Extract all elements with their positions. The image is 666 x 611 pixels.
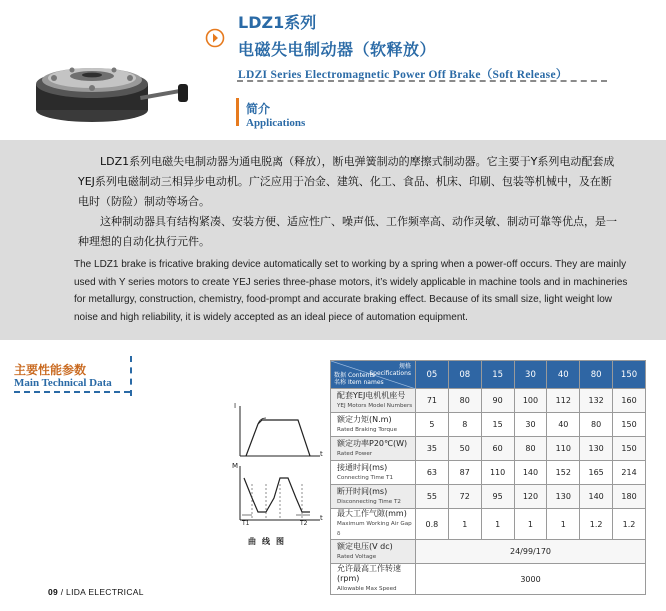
table-cell: 165 xyxy=(580,461,613,485)
table-cell: 60 xyxy=(481,437,514,461)
applications-heading-cn: 简介 xyxy=(246,102,271,116)
row-label xyxy=(331,564,416,595)
model-title: LDZ1系列 xyxy=(238,13,317,32)
row-label-en: Connecting Time T1 xyxy=(337,474,394,481)
arrow-circle-icon xyxy=(205,28,225,48)
table-cell: 55 xyxy=(416,485,449,509)
table-row xyxy=(331,540,646,564)
size-header-15: 15 xyxy=(481,361,514,389)
curve-label-m: M xyxy=(232,462,239,470)
chinese-title: 电磁失电制动器（软释放） xyxy=(238,40,437,59)
curve-label-T2: T2 xyxy=(300,520,308,527)
table-row xyxy=(331,485,646,509)
table-row xyxy=(331,413,646,437)
row-label xyxy=(331,509,416,540)
row-label-cn: 允许最高工作转速(rpm) xyxy=(337,564,401,583)
table-cell: 100 xyxy=(514,389,547,413)
table-cell: 1 xyxy=(547,509,580,540)
table-cell: 30 xyxy=(514,413,547,437)
table-cell: 90 xyxy=(481,389,514,413)
table-row xyxy=(331,437,646,461)
page-footer xyxy=(48,587,144,597)
corner-data-en: Contents xyxy=(347,372,375,379)
row-label-cn: 接通时间(ms) xyxy=(337,462,388,472)
table-cell: 110 xyxy=(481,461,514,485)
curve-caption: 曲线图 xyxy=(248,537,290,546)
table-cell: 15 xyxy=(481,413,514,437)
table-cell: 140 xyxy=(580,485,613,509)
row-label-en: Rated Voltage xyxy=(337,553,377,560)
table-cell: 72 xyxy=(448,485,481,509)
curve-label-t2: t xyxy=(320,514,323,522)
size-header-40: 40 xyxy=(547,361,580,389)
table-cell: 80 xyxy=(448,389,481,413)
tech-heading-vertical-divider xyxy=(130,356,132,396)
table-cell: 35 xyxy=(416,437,449,461)
table-cell: 214 xyxy=(613,461,646,485)
applications-accent-bar xyxy=(236,98,239,126)
curve-label-t1: t xyxy=(320,450,323,458)
table-cell: 80 xyxy=(514,437,547,461)
row-label-cn: 配套YEJ电机机座号 xyxy=(337,390,406,400)
row-label-en: Rated Braking Torque xyxy=(337,426,398,433)
row-label-en: Rated Power xyxy=(337,450,373,457)
page-number: 09 xyxy=(48,587,59,597)
table-cell: 180 xyxy=(613,485,646,509)
title-divider xyxy=(237,80,607,82)
corner-name-cn: 名称 xyxy=(334,379,347,386)
row-label-cn: 额定功率P20℃(W) xyxy=(337,438,408,448)
footer-brand: / LIDA ELECTRICAL xyxy=(58,587,144,597)
corner-spec-en: Specifications xyxy=(369,370,411,377)
row-label-en: Maximum Working Air Gap δ xyxy=(337,521,412,537)
table-cell: 63 xyxy=(416,461,449,485)
table-cell: 160 xyxy=(613,389,646,413)
intro-english-text: The LDZ1 brake is fricative braking device automatically set to working by a spring when a power-off occurs. They are mainly used with Y series motors to create YEJ series three-phase motors, it’s widely applicable in machine tools and in machineries for metallurgy, construction, chemistry, food-prompt and accurate braking effect. Because of its small size, light weight low noise and high reliability, it is widely accepted as an ideal piece of automation equipment. xyxy=(74,259,628,323)
row-label-cn: 断开时间(ms) xyxy=(337,486,388,496)
tech-heading-en: Main Technical Data xyxy=(14,377,112,389)
table-cell: 152 xyxy=(547,461,580,485)
table-cell: 132 xyxy=(580,389,613,413)
table-cell-span: 24/99/170 xyxy=(416,540,646,564)
row-label xyxy=(331,437,416,461)
table-cell: 95 xyxy=(481,485,514,509)
row-label-cn: 最大工作气隙(mm) xyxy=(337,509,407,518)
table-row xyxy=(331,509,646,540)
table-cell: 112 xyxy=(547,389,580,413)
applications-heading-en: Applications xyxy=(246,117,306,129)
table-cell-span: 3000 xyxy=(416,564,646,595)
table-cell: 8 xyxy=(448,413,481,437)
table-cell: 110 xyxy=(547,437,580,461)
row-label-en: Allowable Max Speed xyxy=(337,586,397,592)
table-cell: 40 xyxy=(547,413,580,437)
tech-heading-cn: 主要性能参数 xyxy=(14,363,87,377)
size-header-150: 150 xyxy=(613,361,646,389)
corner-name-en: Item names xyxy=(347,379,384,386)
table-cell: 1 xyxy=(481,509,514,540)
table-cell: 1 xyxy=(448,509,481,540)
table-cell: 0.8 xyxy=(416,509,449,540)
table-cell: 150 xyxy=(613,437,646,461)
curve-label-T1: T1 xyxy=(242,520,250,527)
table-cell: 80 xyxy=(580,413,613,437)
row-label xyxy=(331,485,416,509)
size-header-05: 05 xyxy=(416,361,449,389)
size-header-08: 08 xyxy=(448,361,481,389)
row-label-en: YEJ Motors Model Numbers xyxy=(337,402,413,409)
characteristic-curve xyxy=(222,388,328,558)
table-corner-cell xyxy=(331,361,416,389)
table-row xyxy=(331,461,646,485)
row-label-en: Disconnecting Time T2 xyxy=(337,498,401,505)
row-label xyxy=(331,413,416,437)
table-cell: 150 xyxy=(613,413,646,437)
table-cell: 1 xyxy=(514,509,547,540)
table-cell: 1.2 xyxy=(580,509,613,540)
size-header-80: 80 xyxy=(580,361,613,389)
table-cell: 120 xyxy=(514,485,547,509)
size-header-30: 30 xyxy=(514,361,547,389)
intro-paragraph-2: 这种制动器具有结构紧凑、安装方便、适应性广、噪声低、工作频率高、动作灵敏、制动可靠等优点，是一种理想的自动化执行元件。 xyxy=(78,215,617,248)
table-cell: 140 xyxy=(514,461,547,485)
table-header-row xyxy=(331,361,646,389)
row-label xyxy=(331,540,416,564)
table-cell: 130 xyxy=(580,437,613,461)
row-label xyxy=(331,389,416,413)
english-title: LDZI Series Electromagnetic Power Off Brake（Soft Release） xyxy=(238,69,568,81)
corner-data-cn: 数据 xyxy=(334,372,347,379)
row-label-cn: 额定力矩(N.m) xyxy=(337,414,392,424)
row-label-cn: 额定电压(V dc) xyxy=(337,541,393,551)
corner-spec-cn: 规格 xyxy=(398,363,411,370)
table-row xyxy=(331,564,646,595)
corner-data-label xyxy=(334,372,384,386)
title-block xyxy=(238,10,658,82)
table-cell: 1.2 xyxy=(613,509,646,540)
technical-data-table xyxy=(330,360,646,595)
table-cell: 130 xyxy=(547,485,580,509)
row-label xyxy=(331,461,416,485)
brake-product-image xyxy=(32,44,202,128)
intro-chinese-text xyxy=(78,152,618,252)
table-cell: 87 xyxy=(448,461,481,485)
curve-label-i: I xyxy=(234,402,237,410)
table-row xyxy=(331,389,646,413)
intro-paragraph-1: LDZ1系列电磁失电制动器为通电脱离（释放），断电弹簧制动的摩擦式制动器。它主要于Y系列电动配套成YEJ系列电磁制动三相异步电动机。广泛应用于冶金、建筑、化工、食品、机床、印刷、包装等机械中，及在断电时（防险）制动等场合。 xyxy=(78,155,615,208)
table-cell: 50 xyxy=(448,437,481,461)
table-cell: 5 xyxy=(416,413,449,437)
table-cell: 71 xyxy=(416,389,449,413)
tech-heading-divider xyxy=(14,391,130,393)
